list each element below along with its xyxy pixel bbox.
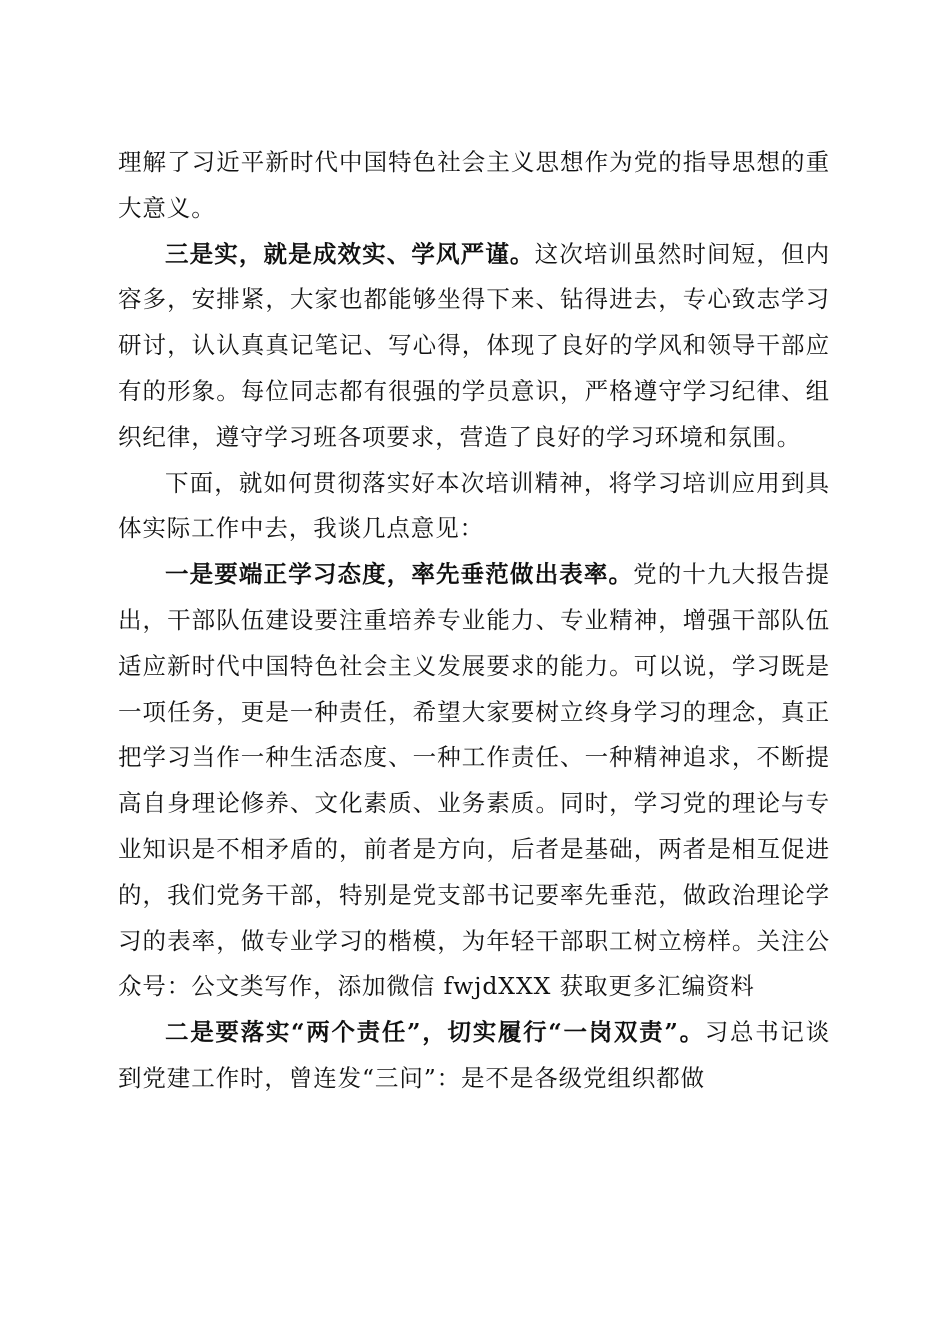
paragraph-text: 下面，就如何贯彻落实好本次培训精神，将学习培训应用到具体实际工作中去，我谈几点意见：	[118, 468, 830, 543]
paragraph-continuation	[118, 140, 830, 232]
paragraph-text: 理解了习近平新时代中国特色社会主义思想作为党的指导思想的重大意义。	[118, 148, 830, 222]
paragraph-lead-heading: 三是实，就是成效实、学风严谨。	[165, 239, 535, 268]
paragraph-lead-heading: 一是要端正学习态度，率先垂范做出表率。	[165, 560, 634, 589]
paragraph-text: 习总书记谈到党建工作时，曾连发“三问”：是不是各级党组织都做	[118, 1018, 830, 1092]
paragraph-opinion-one	[118, 552, 830, 1010]
paragraph-text: 党的十九大报告提出，干部队伍建设要注重培养专业能力、专业精神，增强干部队伍适应新时代中国特色社会主义发展要求的能力。可以说，学习既是一项任务，更是一种责任，希望大家要树立终身学习的理念，真正把学习当作一种生活态度、一种工作责任、一种精神追求，不断提高自身理论修养、文化素质、业务素质。同时，学习党的理论与专业知识是不相矛盾的，前者是方向，后者是基础，两者是相互促进的，我们党务干部，特别是党支部书记要率先垂范，做政治理论学习的表率，做专业学习的楷模，为年轻干部职工树立榜样。关注公众号：公文类写作，添加微信 fwjdXXX 获取更多汇编资料	[118, 560, 830, 1001]
paragraph-transition	[118, 461, 830, 553]
paragraph-text: 这次培训虽然时间短，但内容多，安排紧，大家也都能够坐得下来、钻得进去，专心致志学习研讨，认认真真记笔记、写心得，体现了良好的学风和领导干部应有的形象。每位同志都有很强的学员意识，严格遵守学习纪律、组织纪律，遵守学习班各项要求，营造了良好的学习环境和氛围。	[118, 239, 830, 451]
paragraph-lead-heading: 二是要落实“两个责任”，切实履行“一岗双责”。	[165, 1018, 705, 1047]
paragraph-opinion-two	[118, 1010, 830, 1102]
document-page	[118, 140, 830, 1102]
paragraph-point-three	[118, 232, 830, 461]
